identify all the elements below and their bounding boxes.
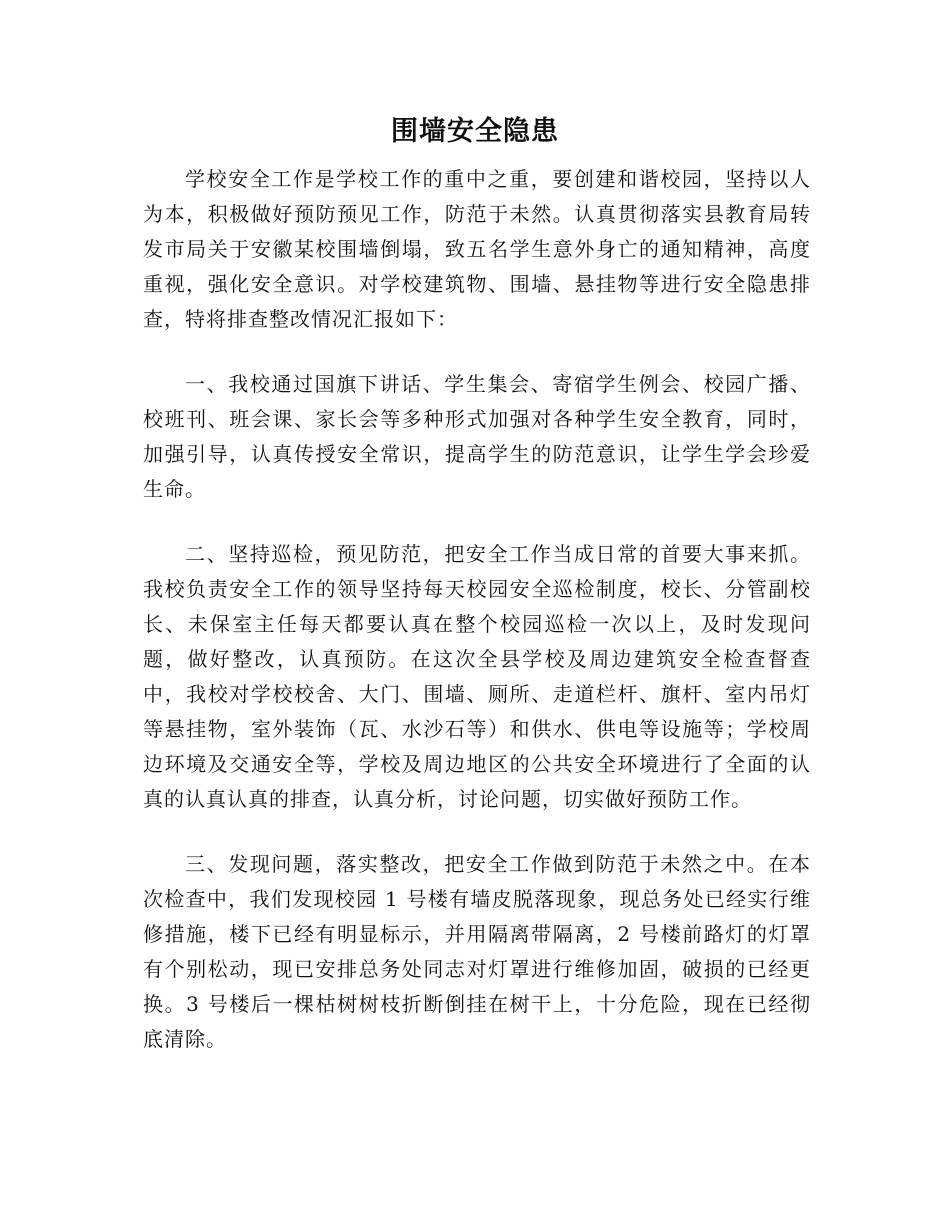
document-title: 围墙安全隐患 <box>391 116 559 147</box>
paragraph-item-2: 二、坚持巡检，预见防范，把安全工作当成日常的首要大事来抓。我校负责安全工作的领导坚持每天校园安全巡检制度，校长、分管副校长、未保室主任每天都要认真在整个校园巡检一次以上，及时发现问题，做好整改，认真预防。在这次全县学校及周边建筑安全检查督查中，我校对学校校舍、大门、围墙、厕所、走道栏杆、旗杆、室内吊灯等悬挂物，室外装饰（瓦、水沙石等）和供水、供电等设施等；学校周边环境及交通安全等，学校及周边地区的公共安全环境进行了全面的认真的认真认真的排查，认真分析，讨论问题，切实做好预防工作。 <box>143 542 811 811</box>
paragraph-item-3: 三、发现问题，落实整改，把安全工作做到防范于未然之中。在本次检查中，我们发现校园 1 号楼有墙皮脱落现象，现总务处已经实行维修措施，楼下已经有明显标示，并用隔离带隔离，2 号楼前路灯的灯罩有个别松动，现已安排总务处同志对灯罩进行维修加固，破损的已经更换。3 号楼后一棵枯树树枝折断倒挂在树干上，十分危险，现在已经彻底清除。 <box>143 852 811 1051</box>
paragraph-item-1: 一、我校通过国旗下讲话、学生集会、寄宿学生例会、校园广播、校班刊、班会课、家长会等多种形式加强对各种学生安全教育，同时，加强引导，认真传授安全常识，提高学生的防范意识，让学生学会珍爱生命。 <box>143 372 811 501</box>
paragraph-intro: 学校安全工作是学校工作的重中之重，要创建和谐校园，坚持以人为本，积极做好预防预见工作，防范于未然。认真贯彻落实县教育局转发市局关于安徽某校围墙倒塌，致五名学生意外身亡的通知精神，高度重视，强化安全意识。对学校建筑物、围墙、悬挂物等进行安全隐患排查，特将排查整改情况汇报如下： <box>143 167 811 331</box>
document-body <box>143 162 811 1057</box>
